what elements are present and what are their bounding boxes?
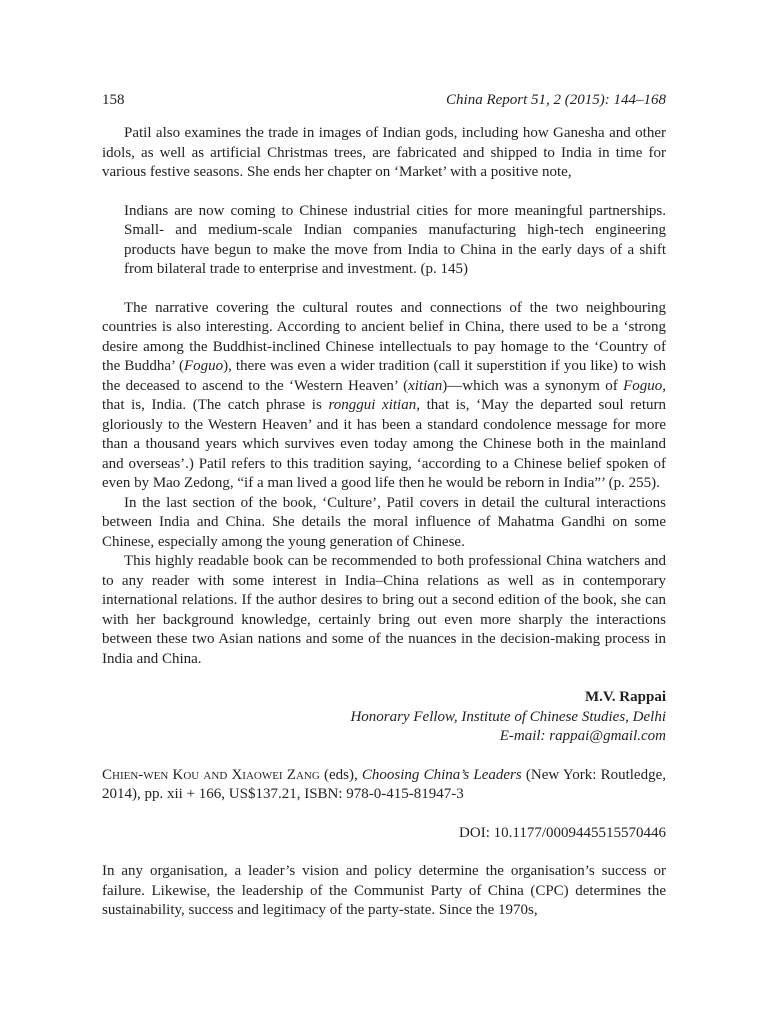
reviewer-affiliation: Honorary Fellow, Institute of Chinese Studies, Delhi <box>350 708 666 725</box>
page-number: 158 <box>102 92 125 108</box>
reviewer-name: M.V. Rappai <box>585 689 666 705</box>
page <box>102 91 666 921</box>
reviewer-email: E-mail: rappai@gmail.com <box>499 728 666 744</box>
text-run: (eds), <box>319 766 362 783</box>
text-run: ), there was even a wider tradition (call it superstition if you like) to wish the deceased to ascend to the ‘Western Heaven’ ( <box>102 358 666 394</box>
italic-term: Foguo <box>623 377 663 394</box>
book-title: Choosing China’s Leaders <box>361 766 522 783</box>
block-quote-text: Indians are now coming to Chinese industrial cities for more meaningful partnerships. Small- and medium-scale Indian companies manufacturing high-tech engineering products have begun to make the move from India to China in the early days of a shift from bilateral trade to enterprise and investment. (p. 145) <box>124 202 666 277</box>
block-quote <box>124 202 666 280</box>
running-head: China Report 51, 2 (2015): 144–168 <box>446 92 666 108</box>
text-run: )—which was a synonym of <box>442 377 624 394</box>
book-citation <box>102 766 666 805</box>
paragraph <box>102 299 666 494</box>
page-header <box>102 91 666 111</box>
italic-term: Foguo <box>183 358 224 374</box>
paragraph: In any organisation, a leader’s vision and policy determine the organisation’s success or failure. Likewise, the leadership of the Communist Party of China (CPC) determines the sustainability, success and legitimacy of the party-state. Since the 1970s, <box>102 863 666 918</box>
text-run: , that is, India. (The catch phrase is <box>102 377 666 413</box>
paragraph: In the last section of the book, ‘Culture’, Patil covers in detail the cultural interactions between India and China. She details the moral influence of Mahatma Gandhi on some Chinese, especially among the young generation of Chinese. <box>102 494 666 550</box>
paragraph: Patil also examines the trade in images of Indian gods, including how Ganesha and other idols, as well as artificial Christmas trees, are fabricated and shipped to India in time for various festive seasons. She ends her chapter on ‘Market’ with a positive note, <box>102 125 666 180</box>
text-run: , that is, ‘May the departed soul return gloriously to the Western Heaven’ and it has been a standard condolence message for more than a thousand years which survives even today among the Chinese both in the mainland and overseas’.) Patil refers to this tradition saying, ‘according to a Chinese belief spoken of even by Mao Zedong, “if a man lived a good life then he would be reborn in India”’ (p. 255). <box>102 397 667 491</box>
book-details: (New York: Routledge, 2014), pp. xii + 166, US$137.21, ISBN: 978-0-415-81947-3 <box>102 766 666 802</box>
doi: DOI: 10.1177/0009445515570446 <box>459 824 666 841</box>
paragraph: This highly readable book can be recommended to both professional China watchers and to any reader with some interest in India–China relations as well as in contemporary international relations. If the author desires to bring out a second edition of the book, she can with her background knowledge, certainly bring out even more sharply the interactions between these two Asian nations and some of the nuances in the decision-making process in India and China. <box>102 553 666 667</box>
italic-term: ronggui xitian <box>328 397 417 413</box>
reviewer-signature <box>102 688 666 747</box>
text-run: The narrative covering the cultural routes and connections of the two neighbouring countries is also interesting. According to ancient belief in China, there used to be a ‘strong desire among the Buddhist-inclined Chinese intellectuals to pay homage to the ‘Country of the Buddha’ ( <box>102 299 666 374</box>
book-authors: Chien-wen Kou and Xiaowei Zang <box>102 766 320 783</box>
italic-term: xitian <box>408 377 443 394</box>
